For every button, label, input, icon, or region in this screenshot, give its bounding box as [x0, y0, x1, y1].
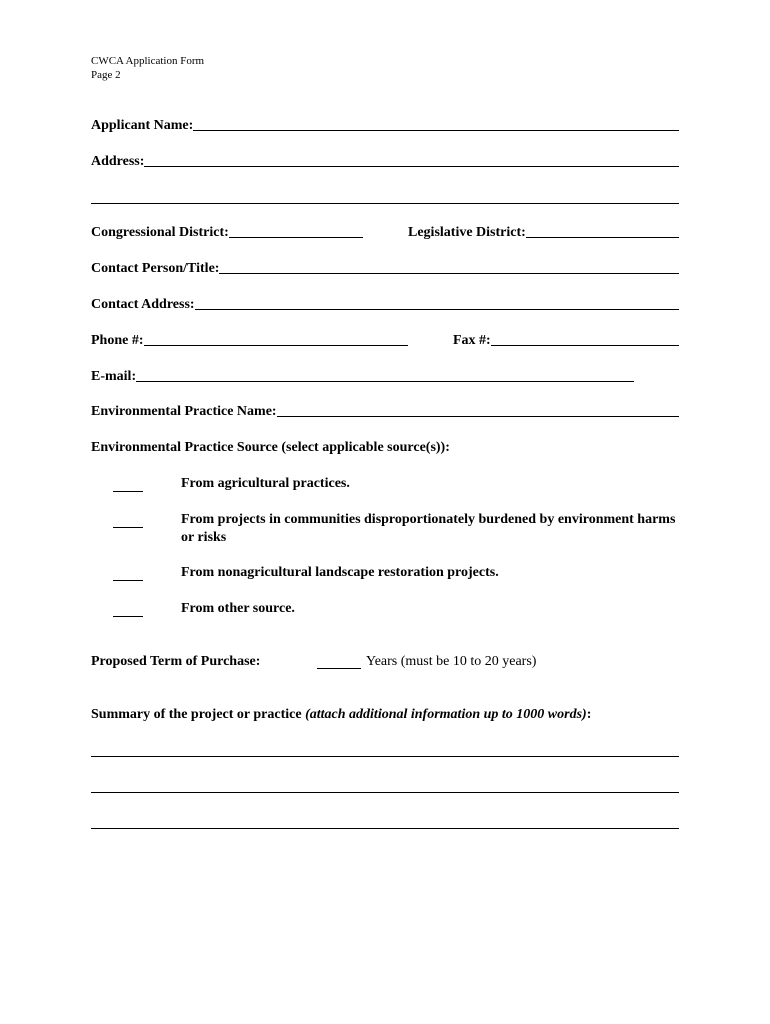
phone-label: Phone #: — [91, 333, 144, 348]
address-line[interactable] — [144, 165, 679, 167]
applicant-name-label: Applicant Name: — [91, 118, 194, 133]
contact-address-line[interactable] — [195, 308, 679, 310]
source-option-communities[interactable] — [113, 511, 679, 547]
source-checkbox-blank[interactable] — [113, 477, 143, 492]
practice-source-label: Environmental Practice Source (select applicable source(s)): — [91, 440, 450, 455]
source-option-label: From other source. — [181, 601, 295, 616]
contact-person-field[interactable] — [91, 260, 679, 277]
source-checkbox-blank[interactable] — [113, 602, 143, 617]
contact-person-label: Contact Person/Title: — [91, 261, 220, 276]
email-field[interactable] — [91, 368, 634, 385]
source-option-nonagricultural[interactable] — [113, 564, 679, 582]
legislative-district-line[interactable] — [526, 236, 679, 238]
source-option-other[interactable] — [113, 600, 679, 618]
summary-line-2[interactable] — [91, 792, 679, 793]
phone-fax-row — [91, 332, 679, 349]
summary-heading — [91, 706, 591, 723]
source-option-agricultural[interactable] — [113, 475, 679, 493]
congressional-district-label: Congressional District: — [91, 225, 229, 240]
legislative-district-label: Legislative District: — [408, 225, 526, 240]
source-checkbox-blank[interactable] — [113, 513, 143, 528]
address-field[interactable] — [91, 153, 679, 170]
contact-address-label: Contact Address: — [91, 297, 195, 312]
address-line-2[interactable] — [91, 203, 679, 204]
phone-field[interactable] — [91, 332, 408, 349]
summary-note: (attach additional information up to 1000 words) — [305, 707, 587, 722]
contact-person-line[interactable] — [219, 272, 679, 274]
fax-line[interactable] — [491, 344, 679, 346]
source-checkbox-blank[interactable] — [113, 566, 143, 581]
term-of-purchase-field — [91, 653, 536, 670]
summary-line-1[interactable] — [91, 756, 679, 757]
congressional-district-line[interactable] — [229, 236, 363, 238]
summary-colon: : — [586, 707, 592, 722]
summary-label: Summary of the project or practice — [91, 707, 306, 722]
practice-name-label: Environmental Practice Name: — [91, 404, 277, 419]
form-header — [91, 54, 204, 82]
district-row — [91, 224, 679, 241]
legislative-district-field[interactable] — [408, 224, 679, 241]
term-label: Proposed Term of Purchase: — [91, 654, 261, 669]
term-suffix: Years (must be 10 to 20 years) — [366, 654, 537, 669]
source-option-label: From nonagricultural landscape restoration projects. — [181, 565, 499, 580]
fax-field[interactable] — [453, 332, 679, 349]
source-option-label: From projects in communities disproportionately burdened by environment harms or risks — [181, 512, 676, 545]
form-title: CWCA Application Form — [91, 55, 205, 67]
applicant-name-line[interactable] — [193, 129, 679, 131]
email-label: E-mail: — [91, 369, 137, 384]
applicant-name-field[interactable] — [91, 117, 679, 134]
address-label: Address: — [91, 154, 145, 169]
summary-line-3[interactable] — [91, 828, 679, 829]
email-line[interactable] — [136, 380, 634, 382]
contact-address-field[interactable] — [91, 296, 679, 313]
fax-label: Fax #: — [453, 333, 491, 348]
phone-line[interactable] — [144, 344, 409, 346]
source-option-label: From agricultural practices. — [181, 476, 350, 491]
congressional-district-field[interactable] — [91, 224, 363, 241]
practice-name-field[interactable] — [91, 403, 679, 420]
practice-source-heading — [91, 439, 679, 456]
practice-name-line[interactable] — [277, 415, 679, 417]
term-years-blank[interactable] — [317, 653, 361, 669]
page-number: Page 2 — [91, 69, 121, 81]
